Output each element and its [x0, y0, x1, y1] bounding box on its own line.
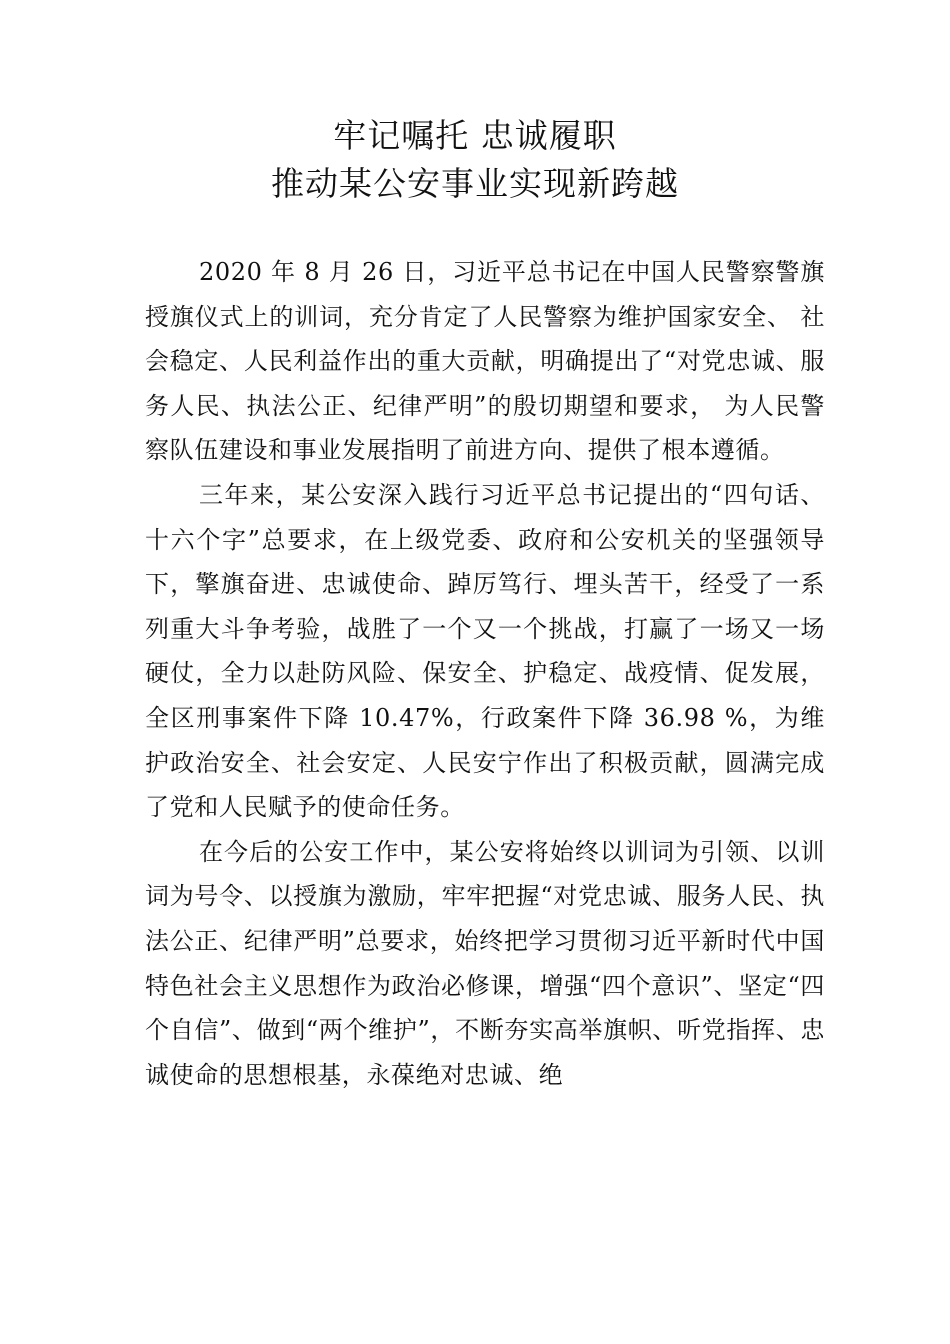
document-title-line-2: 推动某公安事业实现新跨越 — [271, 164, 679, 203]
document-title-line-1: 牢记嘱托 忠诚履职 — [333, 116, 617, 155]
paragraph-3: 在今后的公安工作中，某公安将始终以训词为引领、以训词为号令、以授旗为激励，牢牢把握“对党忠诚、服务人民、执法公正、纪律严明”总要求，始终把学习贯彻习近平新时代中国特色社会主义思想作为政治必修课，增强“四个意识”、坚定“四个自信”、做到“两个维护”，不断夯实高举旗帜、听党指挥、忠诚使命的思想根基，永葆绝对忠诚、绝 — [145, 837, 825, 1089]
document-body — [145, 250, 825, 1097]
paragraph-2: 三年来，某公安深入践行习近平总书记提出的“四句话、十六个字”总要求，在上级党委、政府和公安机关的坚强领导下，擎旗奋进、忠诚使命、踔厉笃行、埋头苦干，经受了一系列重大斗争考验，战胜了一个又一个挑战，打赢了一场又一场硬仗，全力以赴防风险、保安全、护稳定、战疫情、促发展，全区刑事案件下降 10.47%，行政案件下降 36.98 %，为维护政治安全、社会安定、人民安宁作出了积极贡献，圆满完成了党和人民赋予的使命任务。 — [145, 480, 825, 822]
paragraph-1: 2020 年 8 月 26 日，习近平总书记在中国人民警察警旗授旗仪式上的训词，充分肯定了人民警察为维护国家安全、 社会稳定、人民利益作出的重大贡献，明确提出了“对党忠诚、服务人民、执法公正、纪律严明”的殷切期望和要求， 为人民警察队伍建设和事业发展指明了前进方向、提供了根本遵循。 — [145, 258, 825, 465]
